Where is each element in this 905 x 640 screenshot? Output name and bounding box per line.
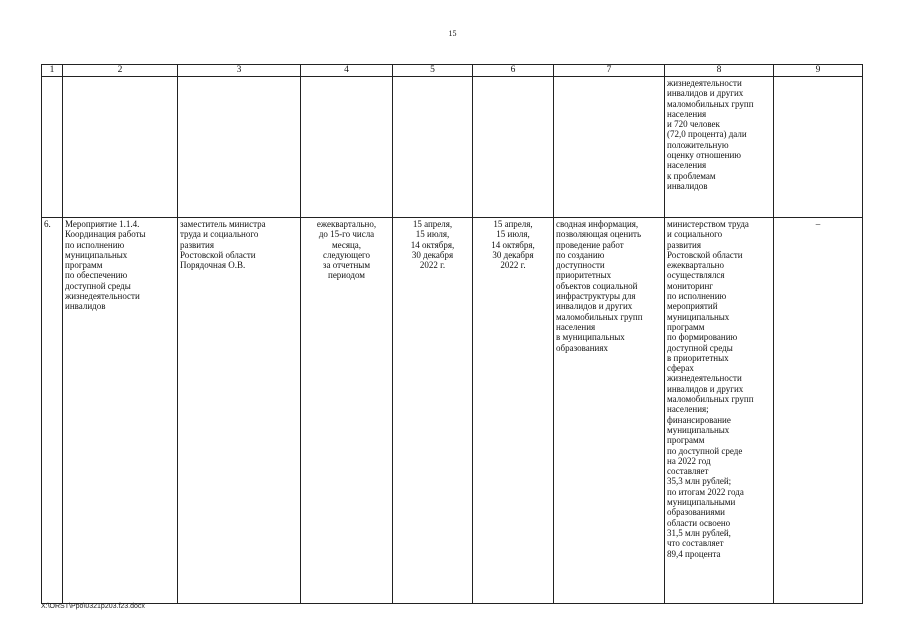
text-line: за отчетным [322,260,371,271]
text-line: заместитель министра [180,219,266,229]
text-line: Мероприятие 1.1.4. [65,219,140,229]
text-line: к проблемам [667,170,716,181]
measure-name-cell [63,218,178,604]
text-line: населения [667,160,707,171]
text-line: по созданию [556,249,605,260]
text-line: инвалидов и других [667,88,744,99]
cont-cell-1 [42,77,63,218]
cont-cell-7 [554,77,665,218]
cont-cell-4 [301,77,393,218]
text-line: населения [556,321,596,332]
text-line: ежеквартально [667,260,724,271]
text-line: мероприятий [667,301,718,312]
text-line: периодом [328,270,365,281]
cont-cell-9 [774,77,863,218]
text-line: инфраструктуры для [556,291,636,302]
text-line: по формированию [667,332,738,343]
text-line: мониторинг [667,280,713,291]
text-line: по исполнению [667,291,727,302]
text-line: населения; [667,404,709,415]
text-line: 14 октября, [410,239,455,250]
text-line: маломобильных групп [556,311,643,322]
text-line: образованиями [667,507,725,518]
text-line: 14 октября, [491,239,535,250]
text-line: 15 июля, [415,229,450,240]
col-header-6: 6 [473,65,554,77]
text-line: следующего [322,249,371,260]
text-line: в приоритетных [667,352,729,363]
text-line: положительную [667,139,729,150]
text-line: инвалидов и других [667,383,744,394]
text-line: сферах [667,363,694,374]
text-line: Порядочная О.В. [180,260,246,271]
text-line: в муниципальных [556,332,625,343]
text-line: оценку отношению [667,150,742,161]
text-line: доступности [556,260,605,271]
actual-result-cell [665,218,774,604]
text-line: инвалидов [65,301,106,312]
text-line: жизнедеятельности [667,78,742,88]
text-line: и 720 человек [667,119,720,130]
text-line: месяца, [331,239,362,250]
expected-result-cell [554,218,665,604]
col-header-4: 4 [301,65,393,77]
notes-cell: – [774,218,863,604]
row-number: 6. [42,218,63,604]
text-line: 30 декабря [492,249,534,260]
text-line: программ [667,321,705,332]
text-line: что составляет [667,538,724,549]
text-line: по исполнению [65,239,125,250]
text-line: приоритетных [556,270,612,281]
text-line: по доступной среде [667,445,743,456]
text-line: 15 апреля, [412,219,453,229]
planned-dates-cell [393,218,473,604]
text-line: 89,4 процента [667,548,721,559]
text-line: программ [65,260,103,271]
text-line: проведение работ [556,239,624,250]
text-line: образованиях [556,342,608,353]
text-line: Ростовской области [180,249,256,260]
text-line: населения [667,108,707,119]
report-table [41,64,863,604]
text-line: области освоено [667,517,731,528]
cont-cell-5 [393,77,473,218]
text-line: позволяющая оценить [556,229,642,240]
text-line: составляет [667,466,709,477]
text-line: муниципальных [667,311,730,322]
text-line: Ростовской области [667,249,743,260]
actual-dates-cell [473,218,554,604]
col-header-1: 1 [42,65,63,77]
text-line: осуществлялся [667,270,725,281]
col-header-3: 3 [178,65,301,77]
text-line: по обеспечению [65,270,128,281]
file-path-footer: X:\ORST\Ppo\0321p203.f23.docx [41,603,145,610]
text-line: на 2022 год [667,455,711,466]
cont-cell-2 [63,77,178,218]
text-line: жизнедеятельности [65,291,140,302]
text-line: 15 июля, [496,229,530,240]
text-line: ежеквартально, [316,219,377,229]
text-line: доступной среды [667,342,733,353]
text-line: маломобильных групп [667,98,754,109]
text-line: труда и социального [180,229,259,240]
text-line: муниципальных [667,424,730,435]
text-line: Координация работы [65,229,146,240]
col-header-5: 5 [393,65,473,77]
cont-cell-8 [665,77,774,218]
col-header-2: 2 [63,65,178,77]
text-line: маломобильных групп [667,394,754,405]
continuation-row [42,77,863,218]
text-line: министерством труда [667,219,749,229]
text-line: жизнедеятельности [667,373,742,384]
text-line: объектов социальной [556,280,638,291]
text-line: инвалидов [667,180,708,191]
text-line: финансирование [667,414,731,425]
text-line: развития [667,239,702,250]
text-line: и социального [667,229,723,240]
text-line: 30 декабря [411,249,454,260]
text-line: доступной среды [65,280,131,291]
text-line: муниципальными [667,497,736,508]
col-header-7: 7 [554,65,665,77]
text-line: сводная информация, [556,219,639,229]
text-line: муниципальных [65,249,128,260]
text-line: до 15-го числа [318,229,375,240]
periodicity-cell [301,218,393,604]
cont-cell-3 [178,77,301,218]
text-line: программ [667,435,705,446]
page-number: 15 [448,29,457,38]
col-header-8: 8 [665,65,774,77]
cont-cell-6 [473,77,554,218]
text-line: развития [180,239,215,250]
text-line: 15 апреля, [493,219,533,229]
column-number-row [42,65,863,77]
text-line: 35,3 млн рублей; [667,476,732,487]
text-line: 31,5 млн рублей, [667,527,731,538]
text-line: 2022 г. [419,260,446,271]
text-line: (72,0 процента) дали [667,129,747,140]
responsible-person-cell [178,218,301,604]
text-line: 2022 г. [500,260,526,271]
col-header-9: 9 [774,65,863,77]
text-line: по итогам 2022 года [667,486,744,497]
table-row [42,218,863,604]
text-line: инвалидов и других [556,301,633,312]
